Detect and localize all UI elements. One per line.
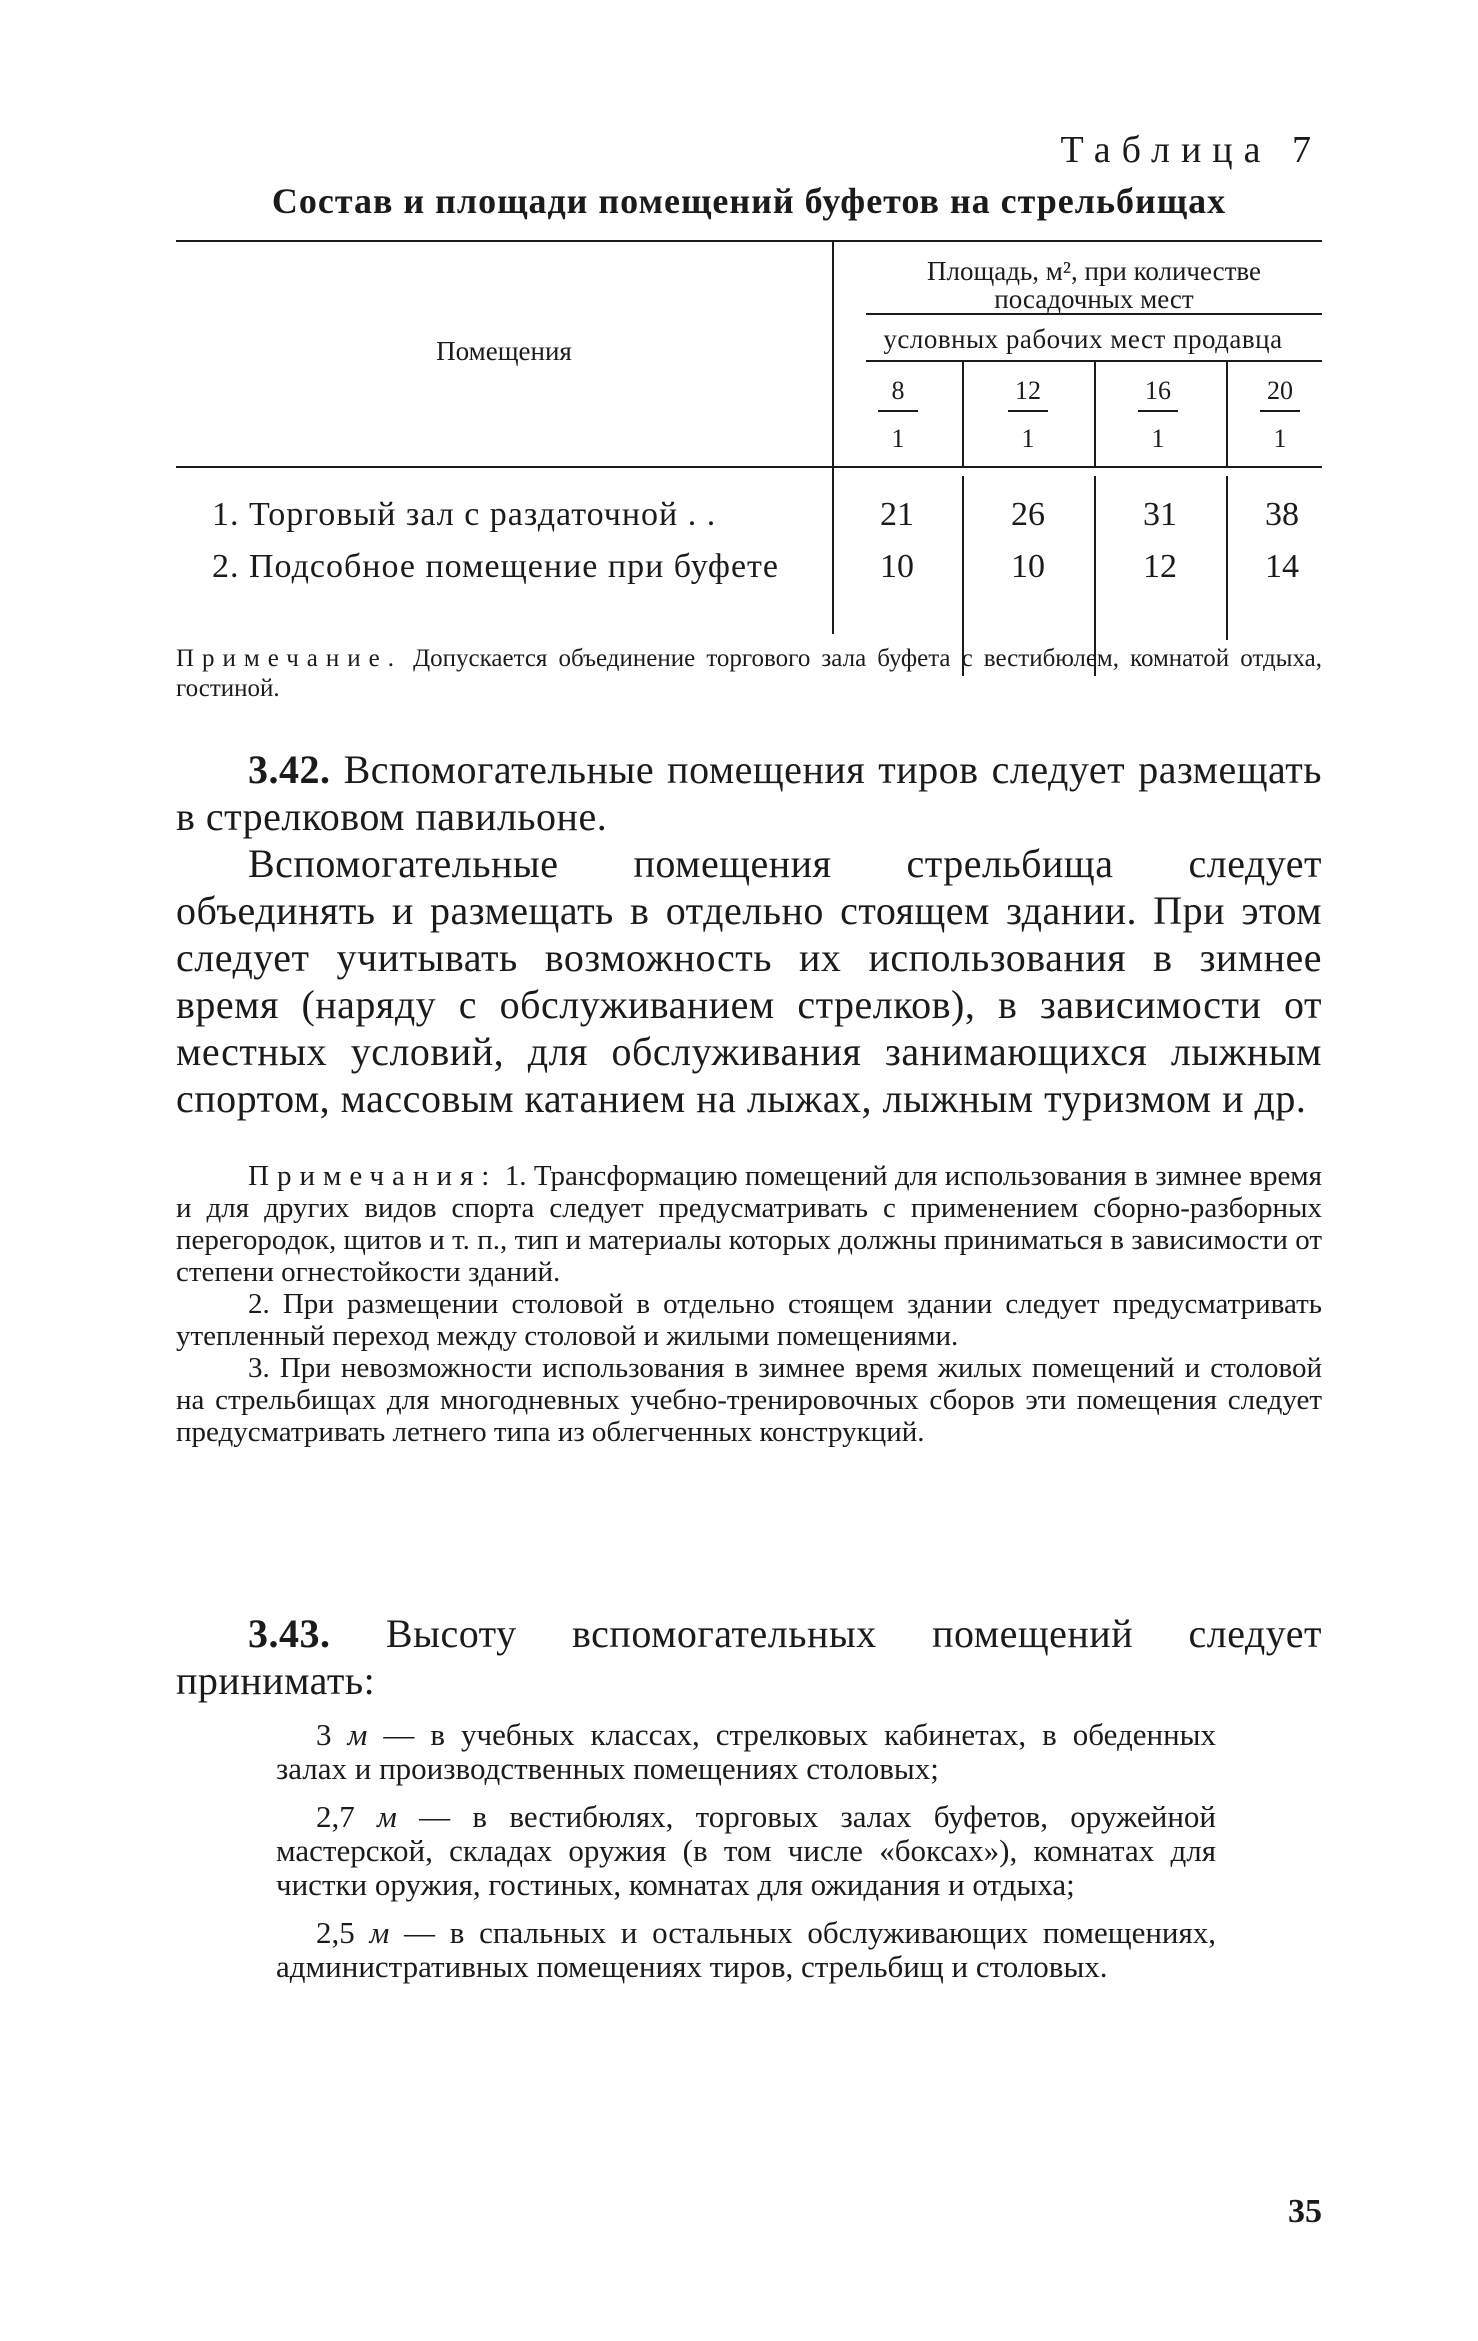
rooms-column-header: Помещения [436, 336, 572, 366]
ratio-20-1 [1250, 374, 1310, 456]
notes-block [176, 1160, 1322, 1448]
note-1-text: 1. Трансформацию помещений для использования в зимнее время и для других видов спорта следует предусматривать с применением сборно-разборных перегородок, щитов и т. п., тип и материалы которых должны приниматься в зависимости от степени огнестойкости зданий. [176, 1160, 1323, 1288]
ratio-numerator: 12 [1015, 376, 1041, 405]
table-caption: Таблица 7 [1060, 129, 1322, 171]
table-note-text: Допускается объединение торгового зала буфета с вестибюлем, комнатой отдыха, гостиной. [176, 645, 1322, 702]
height-unit: м [377, 1799, 397, 1834]
section-text: Высоту вспомогательных помещений следует принимать: [176, 1611, 1322, 1703]
column-rule-1 [962, 362, 964, 466]
note-2: 2. При размещении столовой в отдельно стоящем здании следует предусматривать утепленный переход между столовой и жилыми помещениями. [176, 1288, 1322, 1352]
ratio-numerator: 8 [891, 376, 905, 405]
ratio-numerator: 20 [1267, 376, 1293, 405]
table-cell: 21 [880, 496, 914, 533]
section-3-43-para [176, 1610, 1322, 1704]
table-row-label: 2. Подсобное помещение при буфете [212, 548, 779, 585]
height-value: 2,7 [316, 1799, 355, 1834]
section-3-42-para1 [176, 746, 1322, 840]
note-1 [176, 1160, 1322, 1288]
ratio-denominator: 1 [1151, 424, 1165, 453]
section-number: 3.43. [248, 1611, 331, 1656]
ratio-16-1 [1128, 374, 1188, 456]
height-item [276, 1718, 1216, 1786]
fraction-bar [1008, 410, 1048, 412]
table-cell: 26 [1011, 496, 1045, 533]
note-3: 3. При невозможности использования в зимнее время жилых помещений и столовой на стрельбищах для многодневных учебно-тренировочных сборов эти помещения следует предусматривать летнего типа из облегченных конструкций. [176, 1352, 1322, 1448]
ratio-12-1 [998, 374, 1058, 456]
notes-label: Примечания: [248, 1160, 498, 1192]
section-number: 3.42. [248, 747, 331, 792]
document-page [176, 0, 1322, 2341]
rooms-area-table [176, 240, 1322, 640]
ratio-header: условных рабочих мест продавца [883, 324, 1283, 354]
page-number: 35 [1288, 2193, 1322, 2230]
table-cell: 31 [1143, 496, 1177, 533]
ratio-denominator: 1 [891, 424, 905, 453]
ratio-8-1 [868, 374, 928, 456]
table-note-label: Примечание. [176, 645, 403, 672]
height-unit: м [369, 1915, 390, 1950]
height-text: — в спальных и остальных обслуживающих помещениях, административных помещениях тиров, стрельбищ и столовых. [276, 1915, 1217, 1984]
ratio-numerator: 16 [1145, 376, 1171, 405]
height-text: — в вестибюлях, торговых залах буфетов, оружейной мастерской, складах оружия (в том числе «боксах»), комнатах для чистки оружия, гостиных, комнатах для ожидания и отдыха; [276, 1799, 1217, 1902]
column-rule-3 [1226, 362, 1228, 466]
header-bottom-rule [176, 466, 1322, 468]
area-header-line2: посадочных мест [994, 284, 1194, 314]
ratio-denominator: 1 [1273, 424, 1287, 453]
table-note [176, 644, 1322, 704]
area-header-line1: Площадь, м², при количестве [926, 256, 1262, 286]
column-rule-2 [1094, 362, 1096, 466]
table-cell: 38 [1265, 496, 1299, 533]
table-row-label: 1. Торговый зал с раздаточной . . [212, 496, 717, 533]
section-3-42 [176, 746, 1322, 1122]
fraction-bar [1260, 410, 1300, 412]
height-item [276, 1800, 1216, 1902]
fraction-bar [1138, 410, 1178, 412]
rooms-column-rule [832, 242, 834, 634]
section-text: Вспомогательные помещения тиров следует размещать в стрелковом павильоне. [176, 747, 1322, 839]
height-value: 3 [316, 1717, 332, 1752]
table-cell: 10 [1011, 548, 1045, 585]
height-item [276, 1916, 1216, 1984]
height-text: — в учебных классах, стрелковых кабинетах, в обеденных залах и производственных помещениях столовых; [276, 1717, 1217, 1786]
section-3-43 [176, 1610, 1322, 1704]
table-cell: 10 [880, 548, 914, 585]
table-cell: 14 [1265, 548, 1299, 585]
height-unit: м [347, 1717, 368, 1752]
height-value: 2,5 [316, 1915, 355, 1950]
section-3-42-para2: Вспомогательные помещения стрельбища следует объединять и размещать в отдельно стоящем здании. При этом следует учитывать возможность их использования в зимнее время (наряду с обслуживанием стрелков), в зависимости от местных условий, для обслуживания занимающихся лыжным спортом, массовым катанием на лыжах, лыжным туризмом и др. [176, 841, 1322, 1121]
column-rule-3-body [1226, 476, 1228, 640]
height-list [276, 1718, 1216, 1998]
ratio-denominator: 1 [1021, 424, 1035, 453]
fraction-bar [878, 410, 918, 412]
table-top-rule [176, 240, 1322, 242]
table-cell: 12 [1143, 548, 1177, 585]
table-title: Состав и площади помещений буфетов на стрельбищах [271, 181, 1227, 221]
